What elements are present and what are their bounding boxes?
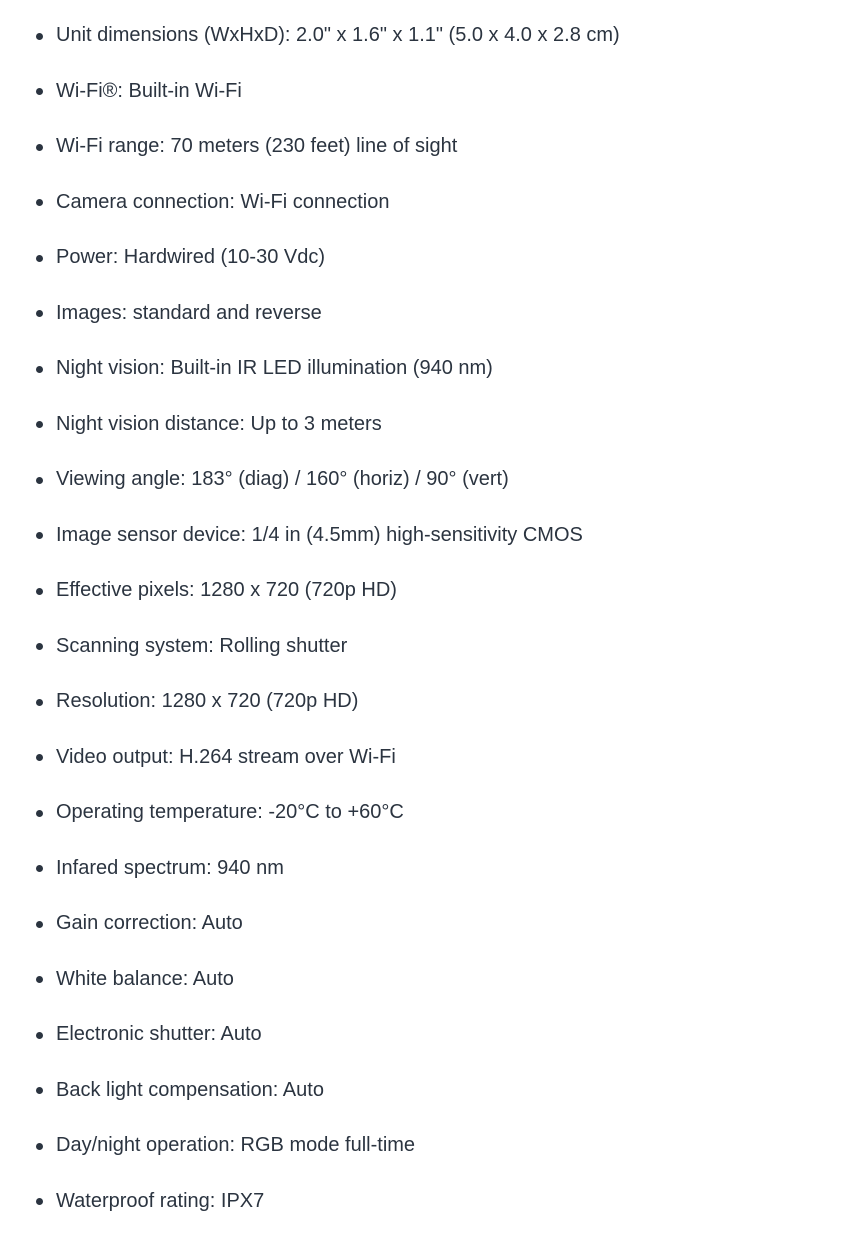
- bullet-icon: [36, 754, 43, 761]
- bullet-icon: [36, 477, 43, 484]
- spec-item-white-balance: [0, 952, 849, 1008]
- spec-text: Gain correction: Auto: [56, 912, 243, 934]
- spec-item-night-vision-distance: [0, 397, 849, 453]
- spec-item-night-vision: [0, 341, 849, 397]
- spec-text: Video output: H.264 stream over Wi-Fi: [56, 745, 396, 768]
- spec-item-image-sensor: [0, 508, 849, 564]
- spec-item-resolution: [0, 674, 849, 730]
- spec-text: Operating temperature: -20°C to +60°C: [56, 801, 404, 823]
- spec-text: Electronic shutter: Auto: [56, 1023, 262, 1045]
- spec-item-unit-dimensions: [0, 8, 849, 64]
- spec-text: Back light compensation: Auto: [56, 1078, 324, 1101]
- spec-text: Viewing angle: 183° (diag) / 160° (horiz) / 90° (vert): [56, 468, 509, 490]
- spec-text: Scanning system: Rolling shutter: [56, 634, 348, 657]
- bullet-icon: [36, 532, 43, 539]
- spec-item-wifi: [0, 64, 849, 120]
- spec-item-effective-pixels: [0, 563, 849, 619]
- spec-item-gain-correction: [0, 896, 849, 952]
- spec-text: Wi-Fi range: 70 meters (230 feet) line of sight: [56, 135, 458, 157]
- bullet-icon: [36, 1143, 43, 1150]
- spec-item-viewing-angle: [0, 452, 849, 508]
- spec-text: Infared spectrum: 940 nm: [56, 856, 284, 879]
- spec-text: Image sensor device: 1/4 in (4.5mm) high-sensitivity CMOS: [56, 523, 583, 546]
- spec-list: [0, 8, 849, 1229]
- bullet-icon: [36, 588, 43, 595]
- spec-item-day-night-operation: [0, 1118, 849, 1174]
- spec-text: White balance: Auto: [56, 967, 234, 990]
- spec-item-operating-temperature: [0, 785, 849, 841]
- bullet-icon: [36, 699, 43, 706]
- bullet-icon: [36, 810, 43, 817]
- spec-item-electronic-shutter: [0, 1007, 849, 1063]
- spec-text: Day/night operation: RGB mode full-time: [56, 1134, 416, 1156]
- spec-text: Camera connection: Wi-Fi connection: [56, 190, 390, 213]
- spec-text: Unit dimensions (WxHxD): 2.0" x 1.6" x 1.1" (5.0 x 4.0 x 2.8 cm): [56, 24, 620, 46]
- spec-item-images: [0, 286, 849, 342]
- bullet-icon: [36, 421, 43, 428]
- bullet-icon: [36, 921, 43, 928]
- spec-item-waterproof-rating: [0, 1174, 849, 1230]
- bullet-icon: [36, 865, 43, 872]
- spec-item-wifi-range: [0, 119, 849, 175]
- spec-item-camera-connection: [0, 175, 849, 231]
- bullet-icon: [36, 310, 43, 317]
- bullet-icon: [36, 976, 43, 983]
- spec-text: Night vision: Built-in IR LED illumination (940 nm): [56, 357, 493, 379]
- bullet-icon: [36, 33, 43, 40]
- spec-item-scanning-system: [0, 619, 849, 675]
- bullet-icon: [36, 88, 43, 95]
- bullet-icon: [36, 255, 43, 262]
- spec-text: Images: standard and reverse: [56, 301, 322, 324]
- spec-item-video-output: [0, 730, 849, 786]
- spec-text: Waterproof rating: IPX7: [56, 1189, 265, 1212]
- spec-text: Effective pixels: 1280 x 720 (720p HD): [56, 579, 397, 601]
- spec-text: Power: Hardwired (10-30 Vdc): [56, 246, 325, 268]
- spec-item-power: [0, 230, 849, 286]
- spec-text: Resolution: 1280 x 720 (720p HD): [56, 690, 359, 712]
- bullet-icon: [36, 1087, 43, 1094]
- bullet-icon: [36, 366, 43, 373]
- bullet-icon: [36, 643, 43, 650]
- spec-text: Wi-Fi®: Built-in Wi-Fi: [56, 79, 242, 102]
- bullet-icon: [36, 1198, 43, 1205]
- bullet-icon: [36, 199, 43, 206]
- bullet-icon: [36, 1032, 43, 1039]
- spec-item-infrared-spectrum: [0, 841, 849, 897]
- bullet-icon: [36, 144, 43, 151]
- spec-text: Night vision distance: Up to 3 meters: [56, 412, 382, 435]
- spec-item-back-light-compensation: [0, 1063, 849, 1119]
